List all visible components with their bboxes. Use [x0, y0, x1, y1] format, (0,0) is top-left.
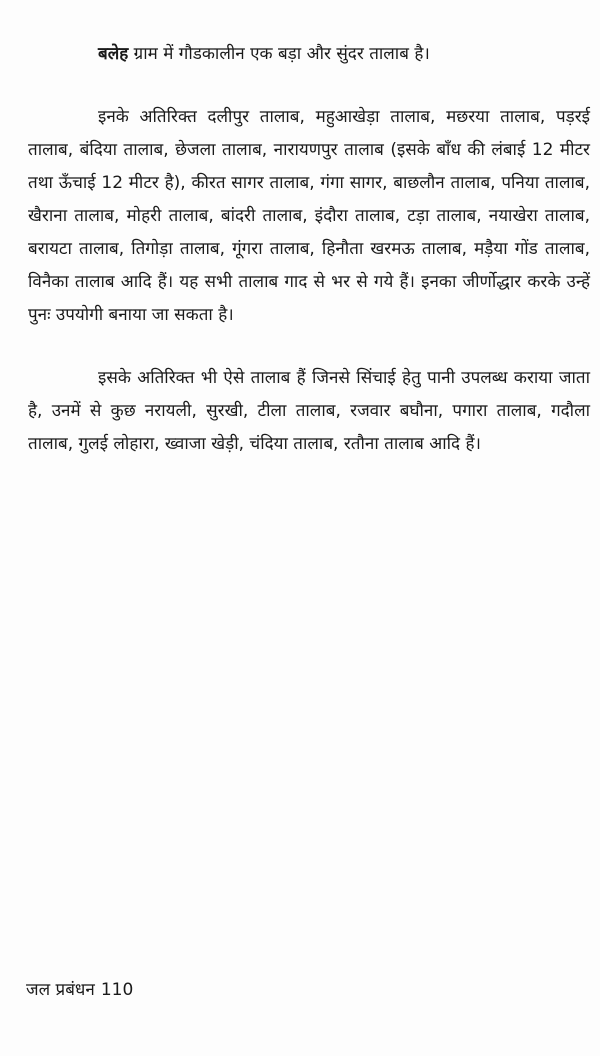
paragraph-2: इनके अतिरिक्त दलीपुर तालाब, महुआखेड़ा तालाब, मछरया तालाब, पड़रई तालाब, बंदिया तालाब, छेजला तालाब, नारायणपुर तालाब (इसके बाँध की लंबाई 12 मीटर तथा ऊँचाई 12 मीटर है), कीरत सागर तालाब, गंगा सागर, बाछलौन तालाब, पनिया तालाब, खैराना तालाब, मोहरी तालाब, बांदरी तालाब, इंदौरा तालाब, टड़ा तालाब, नयाखेरा तालाब, बरायटा तालाब, तिगोड़ा तालाब, गूंगरा तालाब, हिनौता खरमऊ तालाब, मड़ैया गोंड तालाब, विनैका तालाब आदि हैं। यह सभी तालाब गाद से भर से गये हैं। इनका जीर्णोद्धार करके उन्हें पुनः उपयोगी बनाया जा सकता है।	[28, 107, 590, 325]
footer-page-number: 110	[100, 980, 134, 1000]
paragraph-1-text: ग्राम में गौडकालीन एक बड़ा और सुंदर तालाब है।	[128, 44, 430, 64]
paragraph-1-lead-word: बलेह	[98, 44, 129, 64]
paragraph-3: इसके अतिरिक्त भी ऐसे तालाब हैं जिनसे सिंचाई हेतु पानी उपलब्ध कराया जाता है, उनमें से कुछ नरायली, सुरखी, टीला तालाब, रजवार बघौना, पगारा तालाब, गदौला तालाब, गुलई लोहारा, ख्वाजा खेड़ी, चंदिया तालाब, रतौना तालाब आदि हैं।	[28, 368, 590, 454]
footer-book-title: जल प्रबंधन	[26, 980, 95, 1000]
page-body	[28, 38, 590, 491]
paragraph-1	[28, 38, 590, 71]
page-footer	[26, 978, 133, 1002]
